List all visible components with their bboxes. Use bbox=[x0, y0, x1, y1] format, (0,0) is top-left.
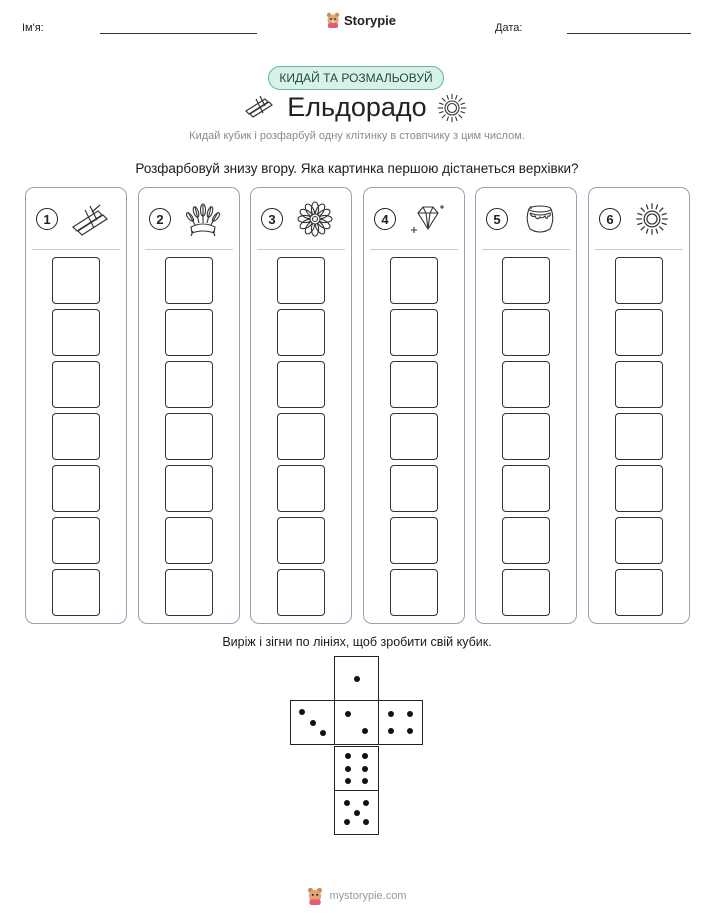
die-pip bbox=[345, 766, 351, 772]
color-cell[interactable] bbox=[390, 413, 438, 460]
color-cell[interactable] bbox=[390, 309, 438, 356]
column-3 bbox=[250, 187, 352, 624]
color-cell[interactable] bbox=[502, 257, 550, 304]
column-number: 2 bbox=[149, 208, 171, 230]
column-header bbox=[26, 188, 126, 248]
color-cell[interactable] bbox=[165, 257, 213, 304]
color-cell[interactable] bbox=[165, 413, 213, 460]
column-header bbox=[139, 188, 239, 248]
color-cell[interactable] bbox=[615, 361, 663, 408]
die-pip bbox=[299, 709, 305, 715]
cut-instruction: Виріж і зігни по лініях, щоб зробити свій кубик. bbox=[222, 635, 492, 649]
column-divider bbox=[370, 249, 458, 250]
color-cell[interactable] bbox=[615, 465, 663, 512]
color-cell[interactable] bbox=[277, 309, 325, 356]
date-line[interactable] bbox=[567, 33, 691, 34]
raft-icon bbox=[70, 201, 110, 237]
column-divider bbox=[482, 249, 570, 250]
die-pip bbox=[407, 728, 413, 734]
diamond-icon bbox=[408, 201, 448, 237]
column-divider bbox=[145, 249, 233, 250]
color-cell[interactable] bbox=[52, 257, 100, 304]
color-cell[interactable] bbox=[52, 361, 100, 408]
color-cell[interactable] bbox=[615, 309, 663, 356]
color-cell[interactable] bbox=[615, 569, 663, 616]
column-1 bbox=[25, 187, 127, 624]
die-face-2 bbox=[334, 700, 379, 745]
name-label: Ім'я: bbox=[22, 22, 44, 34]
die-face-1 bbox=[334, 656, 379, 701]
die-pip bbox=[320, 730, 326, 736]
die-pip bbox=[363, 800, 369, 806]
color-cell[interactable] bbox=[502, 309, 550, 356]
instruction-text: Розфарбовуй знизу вгору. Яка картинка першою дістанеться верхівки? bbox=[135, 161, 579, 176]
color-cell[interactable] bbox=[390, 257, 438, 304]
column-number: 4 bbox=[374, 208, 396, 230]
color-cell[interactable] bbox=[390, 569, 438, 616]
color-cell[interactable] bbox=[390, 465, 438, 512]
die-face-5 bbox=[334, 790, 379, 835]
die-pip bbox=[354, 676, 360, 682]
die-pip bbox=[407, 711, 413, 717]
die-face-3 bbox=[290, 700, 335, 745]
color-cell[interactable] bbox=[52, 517, 100, 564]
color-cell[interactable] bbox=[502, 413, 550, 460]
die-pip bbox=[345, 711, 351, 717]
brand-name: Storypie bbox=[344, 12, 397, 28]
column-6 bbox=[588, 187, 690, 624]
die-face-4 bbox=[378, 700, 423, 745]
column-4 bbox=[363, 187, 465, 624]
footer-url: mystorypie.com bbox=[329, 890, 407, 902]
color-cell[interactable] bbox=[165, 465, 213, 512]
brand-logo bbox=[326, 12, 396, 28]
color-cell[interactable] bbox=[390, 361, 438, 408]
color-cell[interactable] bbox=[502, 569, 550, 616]
die-face-6 bbox=[334, 746, 379, 791]
column-5 bbox=[475, 187, 577, 624]
color-cell[interactable] bbox=[277, 569, 325, 616]
color-cell[interactable] bbox=[615, 517, 663, 564]
die-pip bbox=[362, 753, 368, 759]
color-cell[interactable] bbox=[165, 569, 213, 616]
sun-icon bbox=[436, 92, 468, 124]
headdress-icon bbox=[183, 201, 223, 237]
flower-icon bbox=[295, 201, 335, 237]
color-cell[interactable] bbox=[165, 517, 213, 564]
bear-icon bbox=[326, 12, 340, 28]
color-cell[interactable] bbox=[277, 413, 325, 460]
column-divider bbox=[595, 249, 683, 250]
column-number: 6 bbox=[599, 208, 621, 230]
column-divider bbox=[257, 249, 345, 250]
column-header bbox=[251, 188, 351, 248]
color-cell[interactable] bbox=[165, 309, 213, 356]
color-cell[interactable] bbox=[277, 517, 325, 564]
die-pip bbox=[388, 711, 394, 717]
die-pip bbox=[362, 728, 368, 734]
color-cell[interactable] bbox=[615, 257, 663, 304]
color-cell[interactable] bbox=[52, 309, 100, 356]
column-number: 3 bbox=[261, 208, 283, 230]
die-pip bbox=[310, 720, 316, 726]
column-divider bbox=[32, 249, 120, 250]
color-cell[interactable] bbox=[165, 361, 213, 408]
column-2 bbox=[138, 187, 240, 624]
die-pip bbox=[362, 778, 368, 784]
color-cell[interactable] bbox=[52, 569, 100, 616]
die-pip bbox=[344, 800, 350, 806]
sun-icon bbox=[633, 201, 673, 237]
color-cell[interactable] bbox=[277, 361, 325, 408]
page-subtitle: Кидай кубик і розфарбуй одну клітинку в стовпчику з цим числом. bbox=[189, 130, 525, 142]
die-pip bbox=[388, 728, 394, 734]
bear-icon bbox=[307, 887, 323, 905]
color-cell[interactable] bbox=[52, 465, 100, 512]
die-pip bbox=[344, 819, 350, 825]
color-cell[interactable] bbox=[615, 413, 663, 460]
die-pip bbox=[354, 810, 360, 816]
color-cell[interactable] bbox=[277, 465, 325, 512]
color-cell[interactable] bbox=[277, 257, 325, 304]
honey-pot-icon bbox=[520, 201, 560, 237]
color-cell[interactable] bbox=[390, 517, 438, 564]
column-header bbox=[364, 188, 464, 248]
date-label: Дата: bbox=[495, 22, 523, 34]
die-pip bbox=[345, 753, 351, 759]
column-number: 5 bbox=[486, 208, 508, 230]
name-line[interactable] bbox=[100, 33, 257, 34]
die-pip bbox=[363, 819, 369, 825]
activity-badge: КИДАЙ ТА РОЗМАЛЬОВУЙ bbox=[268, 66, 444, 90]
color-cell[interactable] bbox=[502, 361, 550, 408]
column-number: 1 bbox=[36, 208, 58, 230]
column-header bbox=[476, 188, 576, 248]
page-title: Ельдорадо bbox=[287, 92, 427, 122]
color-cell[interactable] bbox=[502, 517, 550, 564]
die-pip bbox=[345, 778, 351, 784]
color-cell[interactable] bbox=[502, 465, 550, 512]
color-cell[interactable] bbox=[52, 413, 100, 460]
column-header bbox=[589, 188, 689, 248]
footer bbox=[0, 887, 714, 905]
die-pip bbox=[362, 766, 368, 772]
